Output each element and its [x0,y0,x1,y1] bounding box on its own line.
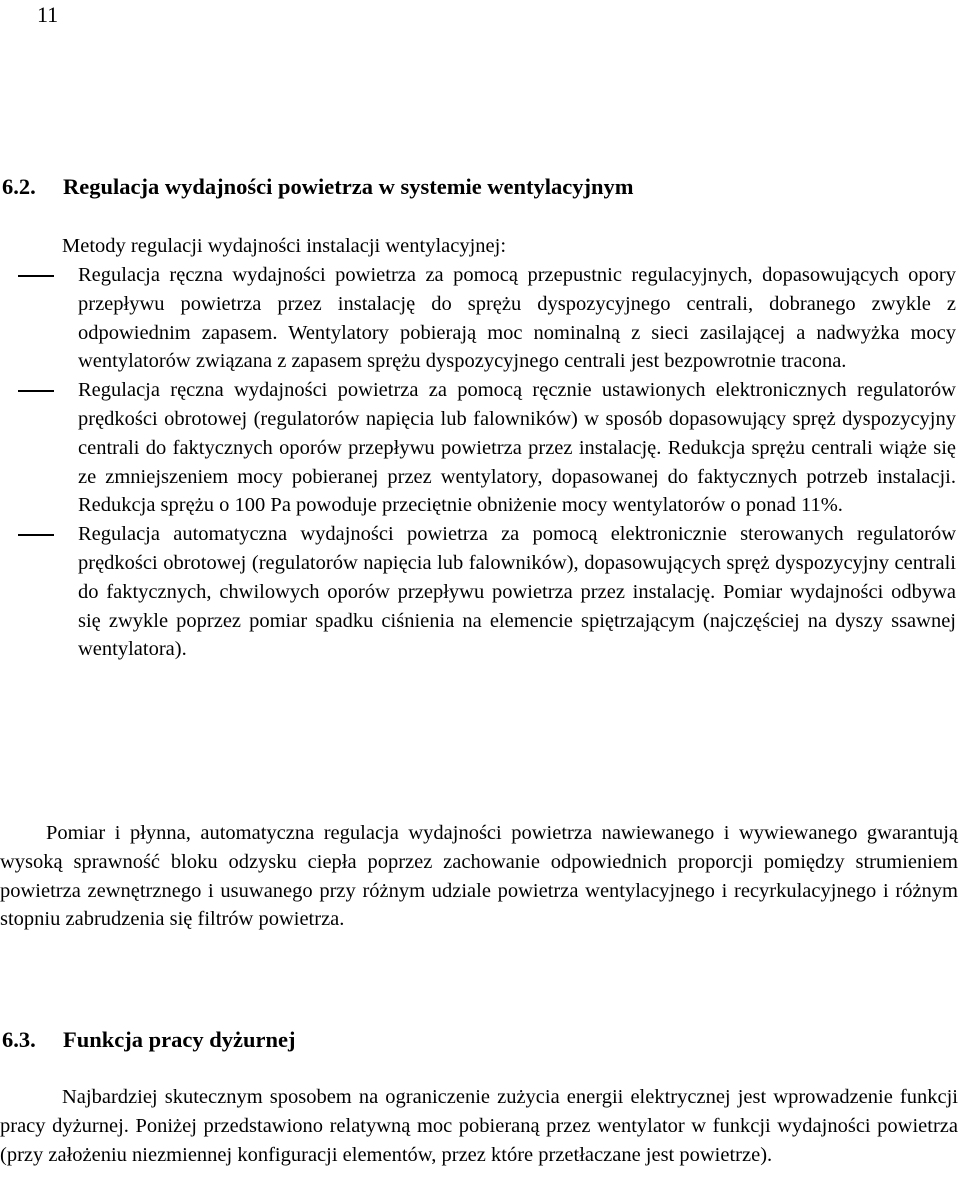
regulation-methods-list [16,261,956,664]
list-item-text: Regulacja ręczna wydajności powietrza za pomocą ręcznie ustawionych elektronicznych regulatorów prędkości obrotowej (regulatorów napięcia lub falowników) w sposób dopasowujący spręż dyspozycyjny centrali do faktycznych oporów przepływu powietrza przez instalację. Redukcja sprężu centrali wiąże się ze zmniejszeniem mocy pobieranej przez wentylatory, dopasowanej do faktycznych potrzeb instalacji. Redukcja sprężu o 100 Pa powoduje przeciętnie obniżenie mocy wentylatorów o ponad 11%. [78,379,956,517]
page-number: 11 [37,2,59,27]
intro-text: Metody regulacji wydajności instalacji wentylacyjnej: [62,235,507,257]
list-item-text: Regulacja automatyczna wydajności powietrza za pomocą elektronicznie sterowanych regulatorów prędkości obrotowej (regulatorów napięcia lub falowników), dopasowujących spręż dyspozycyjny centrali do faktycznych, chwilowych oporów przepływu powietrza przez instalację. Pomiar wydajności odbywa się zwykle poprzez pomiar spadku ciśnienia na elemencie spiętrzającym (najczęściej na dyszy ssawnej wentylatora). [78,523,956,661]
list-item [16,520,956,664]
section-title: Funkcja pracy dyżurnej [63,1027,296,1052]
body-paragraph: Najbardziej skutecznym sposobem na ograniczenie zużycia energii elektrycznej jest wprowadzenie funkcji pracy dyżurnej. Poniżej przedstawiono relatywną moc pobieraną przez wentylator w funkcji wydajności powietrza (przy założeniu niezmiennej konfiguracji elementów, przez które przetłaczane jest powietrze). [0,1086,958,1166]
section-number: 6.3. [2,1027,36,1052]
dash-bullet-icon [18,275,54,277]
body-paragraph: Pomiar i płynna, automatyczna regulacja wydajności powietrza nawiewanego i wywiewanego gwarantują wysoką sprawność bloku odzysku ciepła poprzez zachowanie odpowiednich proporcji pomiędzy strumieniem powietrza zewnętrznego i usuwanego przy różnym udziale powietrza wentylacyjnego i recyrkulacyjnego i różnym stopniu zabrudzenia się filtrów powietrza. [0,822,958,931]
dash-bullet-icon [18,534,54,536]
list-item [16,261,956,376]
list-item-text: Regulacja ręczna wydajności powietrza za pomocą przepustnic regulacyjnych, dopasowujących opory przepływu powietrza przez instalację do sprężu dyspozycyjnego centrali, dobranego zwykle z odpowiednim zapasem. Wentylatory pobierają moc nominalną z sieci zasilającej a nadwyżka mocy wentylatorów związana z zapasem sprężu dyspozycyjnego centrali jest bezpowrotnie tracona. [78,264,956,373]
section-number: 6.2. [2,174,36,199]
section-title: Regulacja wydajności powietrza w systemie wentylacyjnym [63,174,634,199]
dash-bullet-icon [18,390,54,392]
list-item [16,376,956,520]
